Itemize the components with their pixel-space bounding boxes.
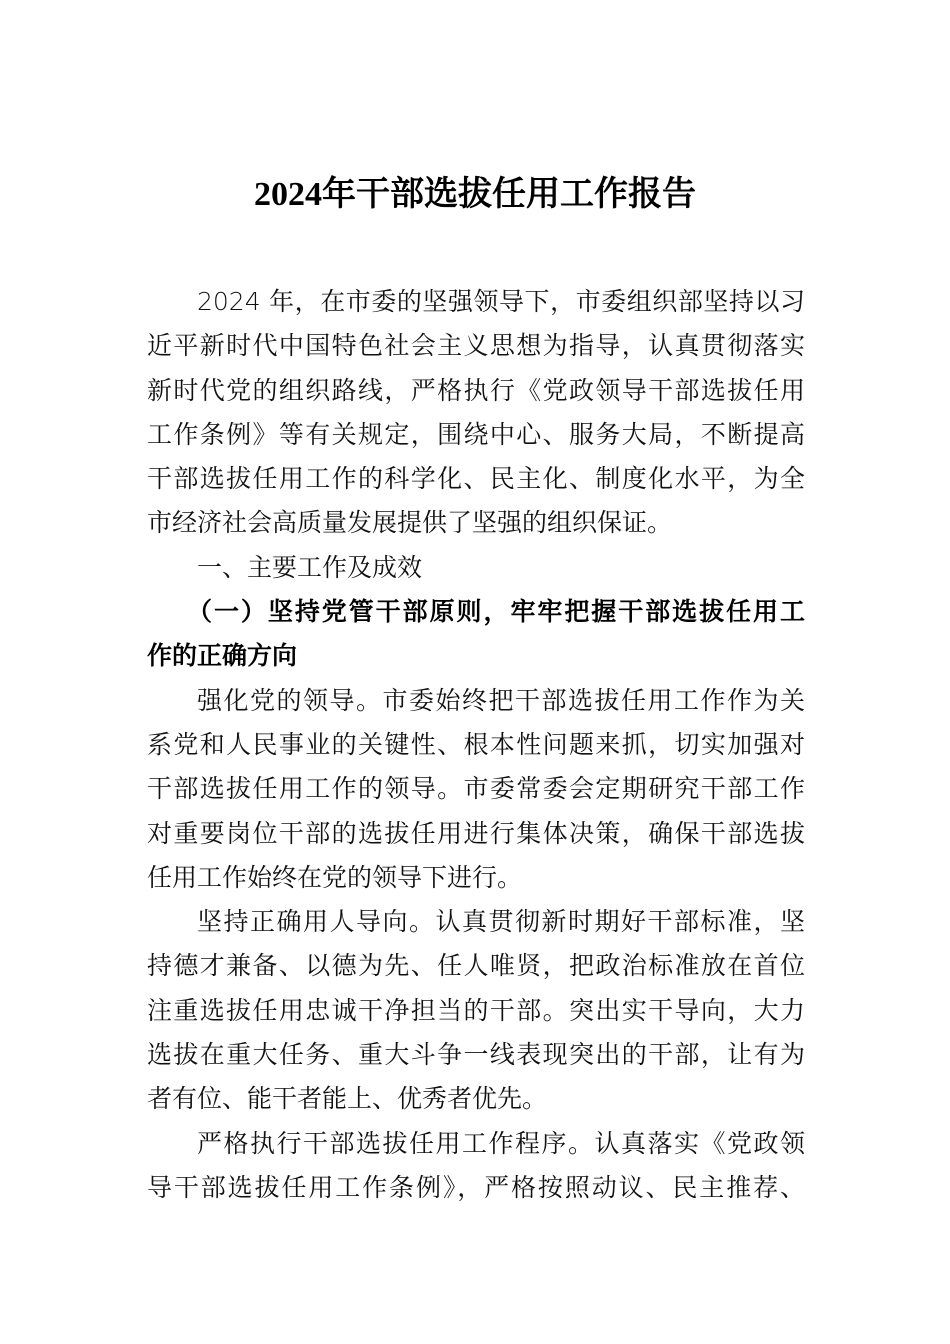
text-line: 持德才兼备、以德为先、任人唯贤，把政治标准放在首位 bbox=[147, 951, 805, 981]
text-line: 强化党的领导。市委始终把干部选拔任用工作作为关 bbox=[197, 685, 805, 715]
text-line: 近平新时代中国特色社会主义思想为指导，认真贯彻落实 bbox=[147, 331, 805, 361]
paragraph-party-leadership bbox=[147, 679, 805, 900]
section-heading bbox=[147, 546, 805, 590]
paragraph-intro bbox=[147, 280, 805, 546]
subsection-heading bbox=[147, 590, 805, 679]
paragraph-procedures bbox=[147, 1122, 805, 1211]
text-line: 市经济社会高质量发展提供了坚强的组织保证。 bbox=[147, 508, 673, 538]
paragraph-employment-orientation bbox=[147, 900, 805, 1121]
heading-line: （一）坚持党管干部原则，牢牢把握干部选拔任用工 bbox=[187, 597, 805, 627]
document-title: 2024年干部选拔任用工作报告 bbox=[254, 176, 696, 213]
text-line: 系党和人民事业的关键性、根本性问题来抓，切实加强对 bbox=[147, 729, 805, 759]
heading-line: 作的正确方向 bbox=[147, 641, 298, 671]
heading-line: 一、主要工作及成效 bbox=[197, 552, 423, 582]
text-line: 严格执行干部选拔任用工作程序。认真落实《党政领 bbox=[197, 1128, 805, 1158]
text-line: 干部选拔任用工作的领导。市委常委会定期研究干部工作 bbox=[147, 774, 805, 804]
document-body bbox=[147, 280, 805, 1210]
text-line: 选拔在重大任务、重大斗争一线表现突出的干部，让有为 bbox=[147, 1040, 805, 1070]
text-line: 2024 年，在市委的坚强领导下，市委组织部坚持以习 bbox=[197, 287, 805, 316]
text-line: 导干部选拔任用工作条例》，严格按照动议、民主推荐、 bbox=[147, 1172, 805, 1202]
text-line: 任用工作始终在党的领导下进行。 bbox=[147, 862, 523, 892]
text-line: 坚持正确用人导向。认真贯彻新时期好干部标准，坚 bbox=[197, 907, 805, 937]
text-line: 工作条例》等有关规定，围绕中心、服务大局，不断提高 bbox=[147, 419, 805, 449]
text-line: 者有位、能干者能上、优秀者优先。 bbox=[147, 1084, 548, 1114]
text-line: 注重选拔任用忠诚干净担当的干部。突出实干导向，大力 bbox=[147, 995, 805, 1025]
text-line: 干部选拔任用工作的科学化、民主化、制度化水平，为全 bbox=[147, 464, 805, 494]
text-line: 新时代党的组织路线，严格执行《党政领导干部选拔任用 bbox=[147, 375, 805, 405]
text-line: 对重要岗位干部的选拔任用进行集体决策，确保干部选拔 bbox=[147, 818, 805, 848]
